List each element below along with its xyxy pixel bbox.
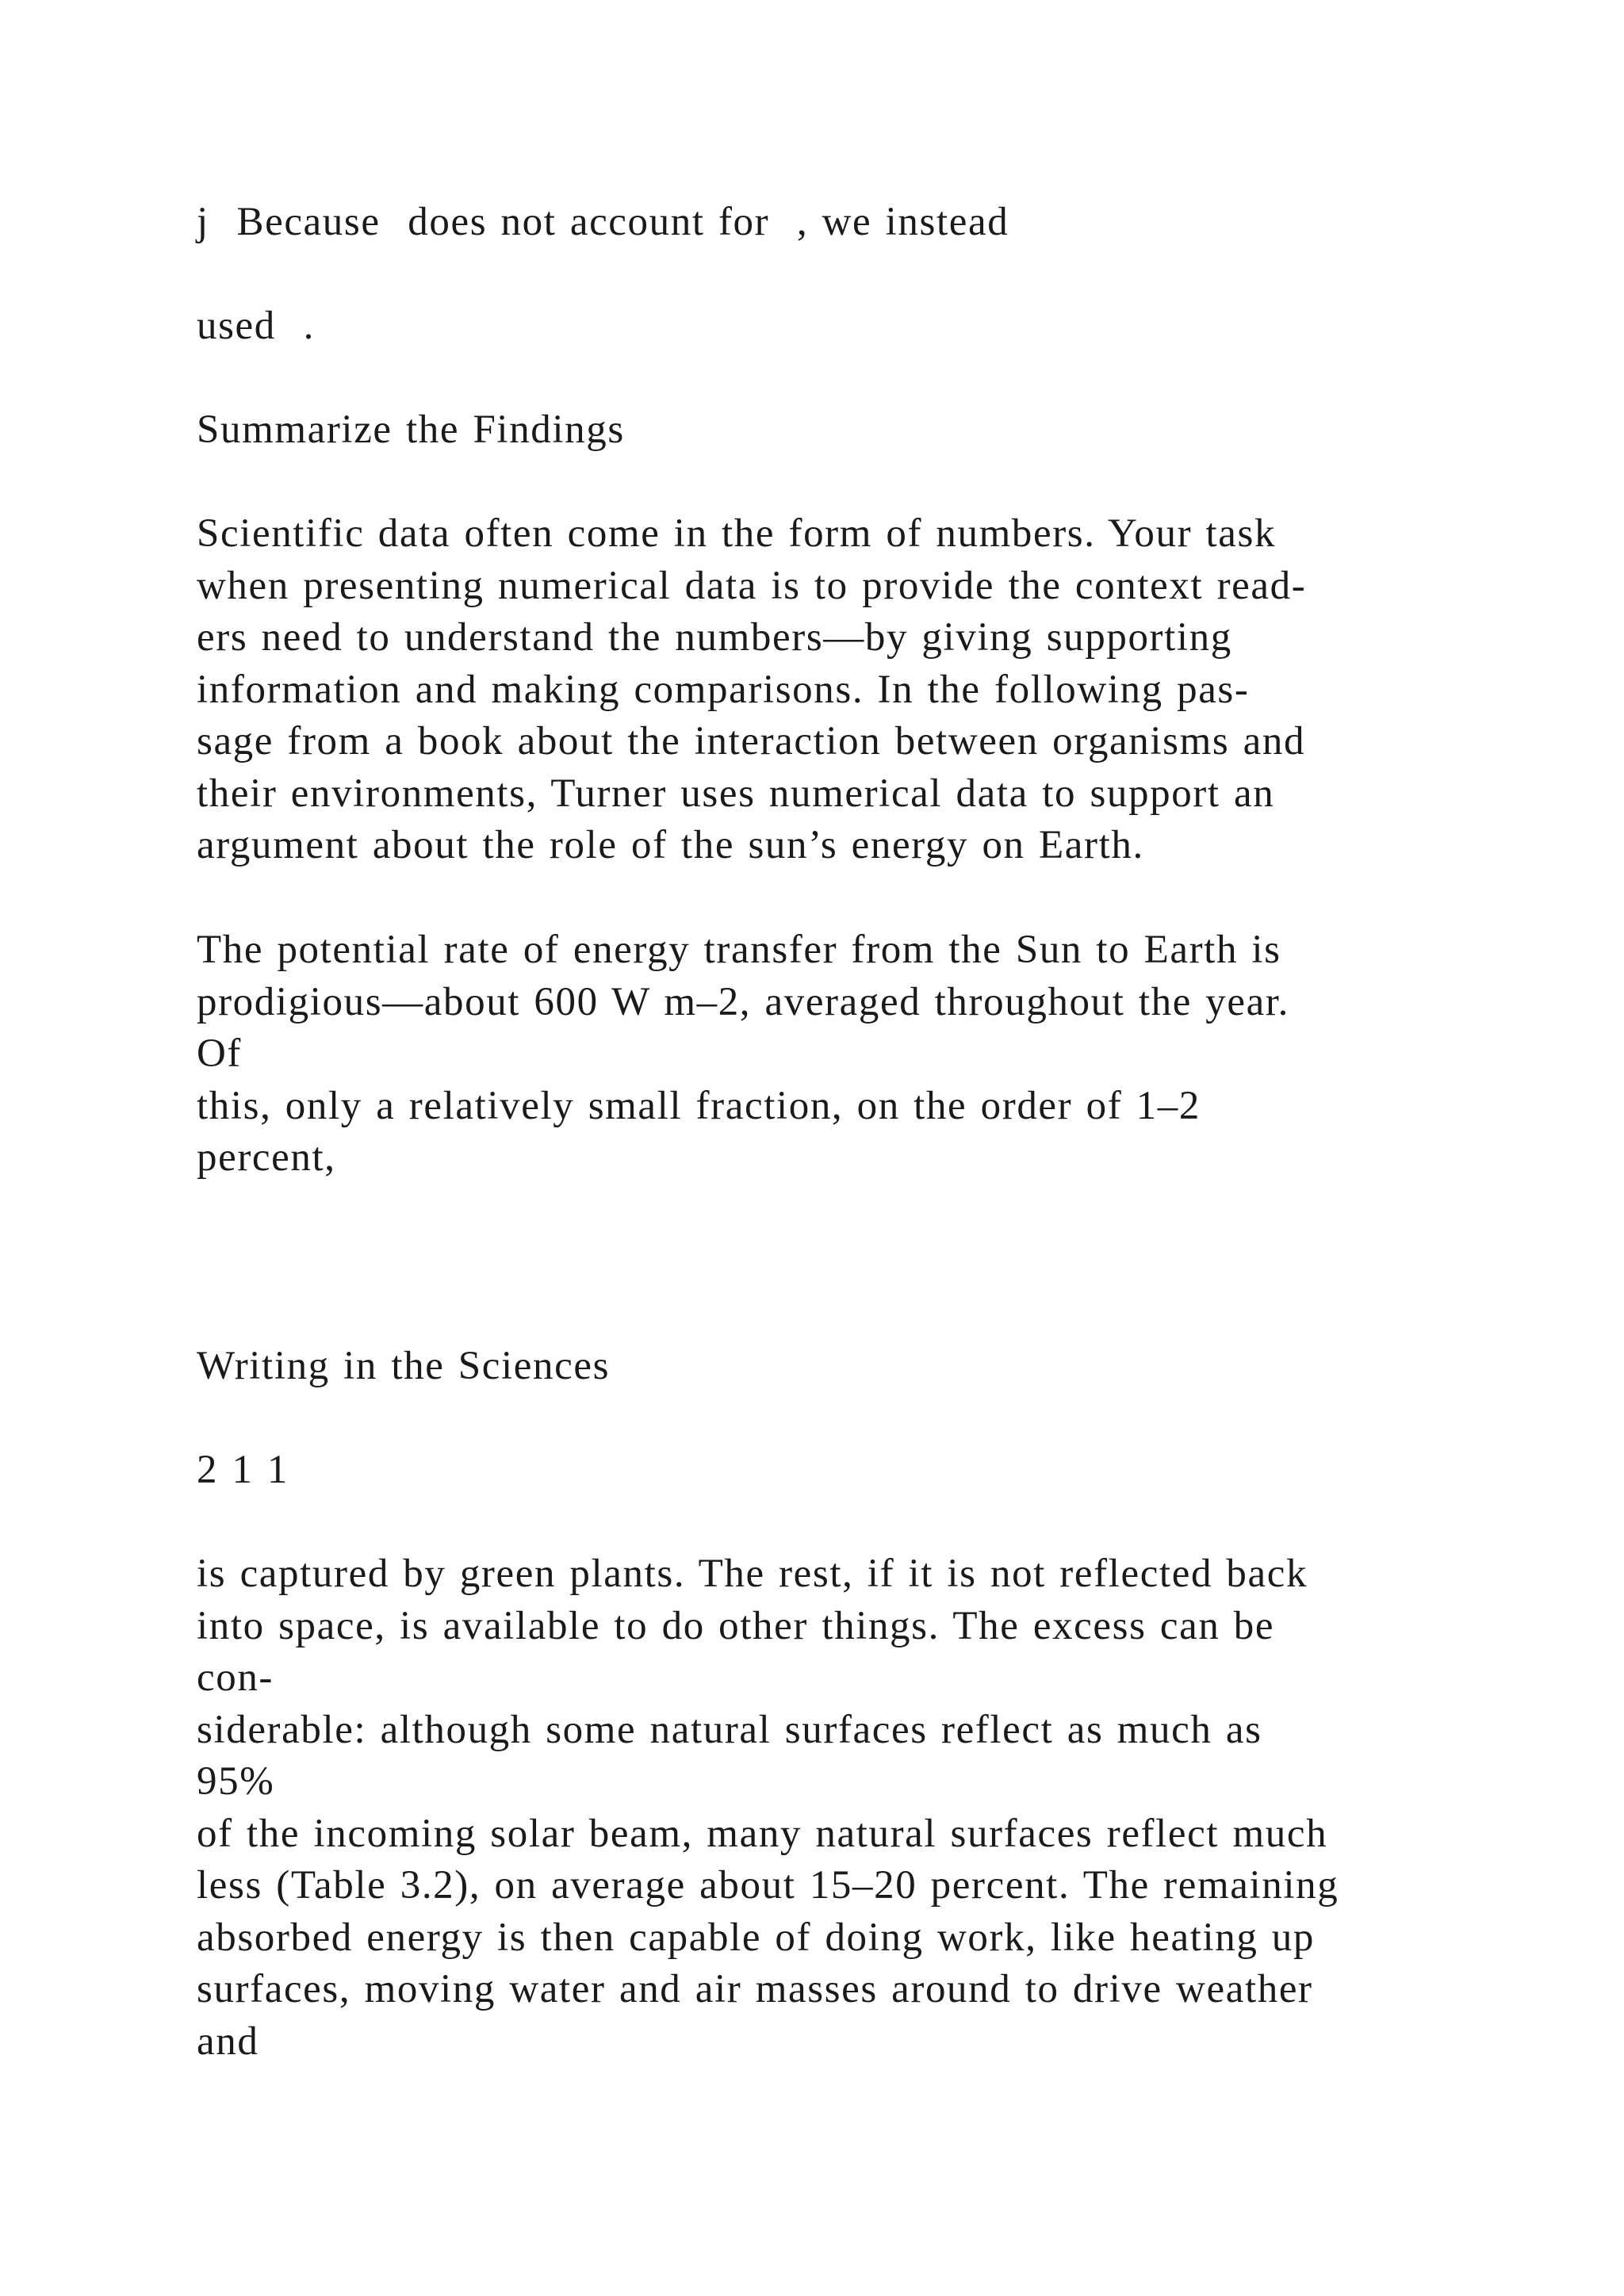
page-number: 2 1 1	[197, 1448, 289, 1492]
running-header: Writing in the Sciences	[197, 1344, 611, 1388]
text-fragment-because: j Because does not account for , we instead	[197, 200, 1009, 244]
text-fragment-used: used .	[197, 304, 315, 348]
body-paragraph-intro: Scientific data often come in the form of numbers. Your task when presenting numerical data is to provide the context read- ers need to understand the numbers—by giving supporting information and making comparisons. In the following pas- sage from a book about the interaction between organisms and their environments, Turner uses numerical data to support an argument about the role of the sun’s energy on Earth.	[197, 511, 1307, 867]
quoted-passage-part-2: is captured by green plants. The rest, if it is not reflected back into space, is available to do other things. The excess can be con- siderable: although some natural surfaces reflect as much as 95% of the incoming solar beam, many natural surfaces reflect much less (Table 3.2), on average about 15–20 percent. The remaining absorbed energy is then capable of doing work, like heating up surfaces, moving water and air masses around to drive weather and	[197, 1552, 1339, 2064]
section-heading: Summarize the Findings	[197, 408, 625, 452]
quoted-passage-part-1: The potential rate of energy transfer from the Sun to Earth is prodigious—about 600 W m–2, averaged throughout the year. Of this, only a relatively small fraction, on the order of 1–2 percent,	[197, 928, 1289, 1180]
